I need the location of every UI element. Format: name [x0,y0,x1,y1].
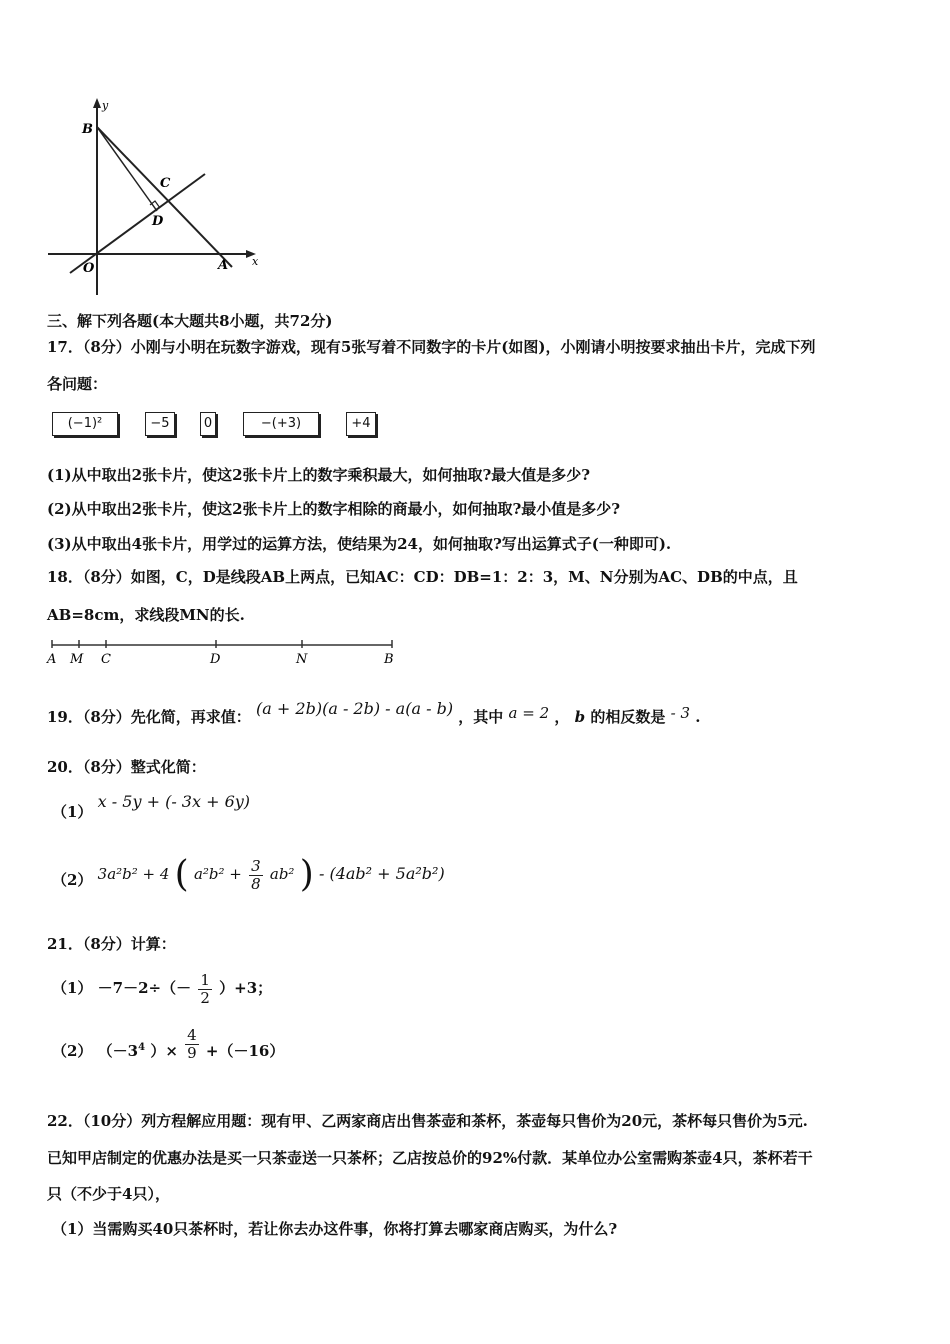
q20-part2-d: - (4ab² + 5a²b²) [318,864,445,883]
q18-line1: 18．（8分）如图，C，D是线段AB上两点，已知AC：CD：DB=1：2：3，M、N分别为AC、DB的中点，且 [47,568,798,586]
q21-part2-c: +（－16） [205,1042,285,1060]
q17-line1: 17．（8分）小刚与小明在玩数字游戏，现有5张写着不同数字的卡片(如图)，小刚请小明按要求抽出卡片，完成下列 [47,338,816,356]
q21-part2-b: ）× [150,1042,178,1060]
q21-part1-b: ）+3； [219,979,273,997]
point-a: A [47,652,57,667]
q17-part3: (3)从中取出4张卡片，用学过的运算方法，使结果为24，如何抽取?写出运算式子(一种即可). [47,535,672,553]
q22-part1: （1）当需购买40只茶杯时，若让你去办这件事，你将打算去哪家商店购买，为什么? [52,1220,618,1238]
q18-line2: AB=8cm，求线段MN的长. [47,606,245,624]
point-m: M [70,652,84,667]
fraction-denominator: 9 [187,1043,197,1062]
label-c: C [160,176,171,191]
q21-part2-a: （－3 [97,1042,139,1060]
q19-value: - 3 [670,704,690,722]
q19-condition: a = 2 [508,704,550,722]
card-2: −5 [145,412,175,436]
q20-part2-fraction [249,858,263,893]
q19-suffix: 的相反数是 [590,708,666,726]
q19-end: . [695,708,701,726]
q19-mid2: ， [554,708,570,726]
label-d: D [152,214,164,229]
q19-mid: ，其中 [458,708,504,726]
segment-figure [44,636,404,670]
q19-b: b [574,708,586,726]
q21-part1-fraction [198,972,212,1007]
q20-part1-expression: x - 5y + (- 3x + 6y) [97,792,251,811]
q21-part1-a: －7－2÷（－ [97,979,192,997]
q22-line2: 已知甲店制定的优惠办法是买一只茶壶送一只茶杯；乙店按总价的92%付款．某单位办公室需购茶壶4只，茶杯若干 [47,1149,813,1167]
q20-part2-b: a²b² + [193,865,242,883]
q21-part2-label: （2） [52,1042,93,1060]
line-bd [97,127,157,211]
fraction-numerator: 4 [187,1025,197,1044]
q21-part2-fraction [185,1027,199,1062]
card-4: −(+3) [243,412,319,436]
q17-part2: (2)从中取出2张卡片，使这2张卡片上的数字相除的商最小，如何抽取?最小值是多少? [47,500,621,518]
q20-part1-label: （1） [52,803,93,821]
q21-part1-label: （1） [52,979,93,997]
section-title: 三、解下列各题(本大题共8小题，共72分) [47,312,333,330]
q21-part2 [52,1026,284,1073]
q19-line [47,699,701,727]
label-o: O [83,261,95,276]
y-axis-arrow [93,98,101,108]
q19-expression: (a + 2b)(a - 2b) - a(a - b) [256,699,454,718]
label-a: A [218,258,229,273]
coordinate-figure [40,95,270,305]
label-x: x [252,255,259,268]
q21-part1 [52,968,272,1008]
point-b: B [384,652,394,667]
q17-part1: (1)从中取出2张卡片，使这2张卡片上的数字乘积最大，如何抽取?最大值是多少? [47,466,591,484]
fraction-denominator: 8 [251,874,261,893]
fraction-numerator: 3 [251,856,261,875]
big-paren-right: ) [299,854,314,895]
point-c: C [101,652,111,667]
point-d: D [210,652,221,667]
point-n: N [296,652,308,667]
label-y: y [102,99,109,112]
q20-part1 [52,792,251,821]
card-1: (−1)² [52,412,118,436]
label-b: B [82,122,93,137]
q22-line3: 只（不少于4只）， [47,1185,170,1203]
q21-part2-exponent: 4 [138,1042,146,1053]
line-oc [70,174,205,273]
q20-part2 [52,852,445,897]
big-paren-left: ( [174,854,189,895]
q17-line2: 各问题： [47,375,108,393]
card-5: +4 [346,412,376,436]
q22-line1: 22．（10分）列方程解应用题：现有甲、乙两家商店出售茶壶和茶杯，茶壶每只售价为20元，茶杯每只售价为5元. [47,1112,808,1130]
q20-part2-a: 3a²b² + 4 [97,865,170,883]
line-ba [97,127,232,267]
fraction-denominator: 2 [200,988,210,1007]
q20-part2-label: （2） [52,871,93,889]
q20-part2-c: ab² [269,865,295,883]
fraction-numerator: 1 [200,970,210,989]
q20-title: 20．（8分）整式化简： [47,758,206,776]
q21-title: 21．（8分）计算： [47,935,176,953]
card-3: 0 [200,412,216,436]
q19-prefix: 19．（8分）先化简，再求值： [47,708,251,726]
